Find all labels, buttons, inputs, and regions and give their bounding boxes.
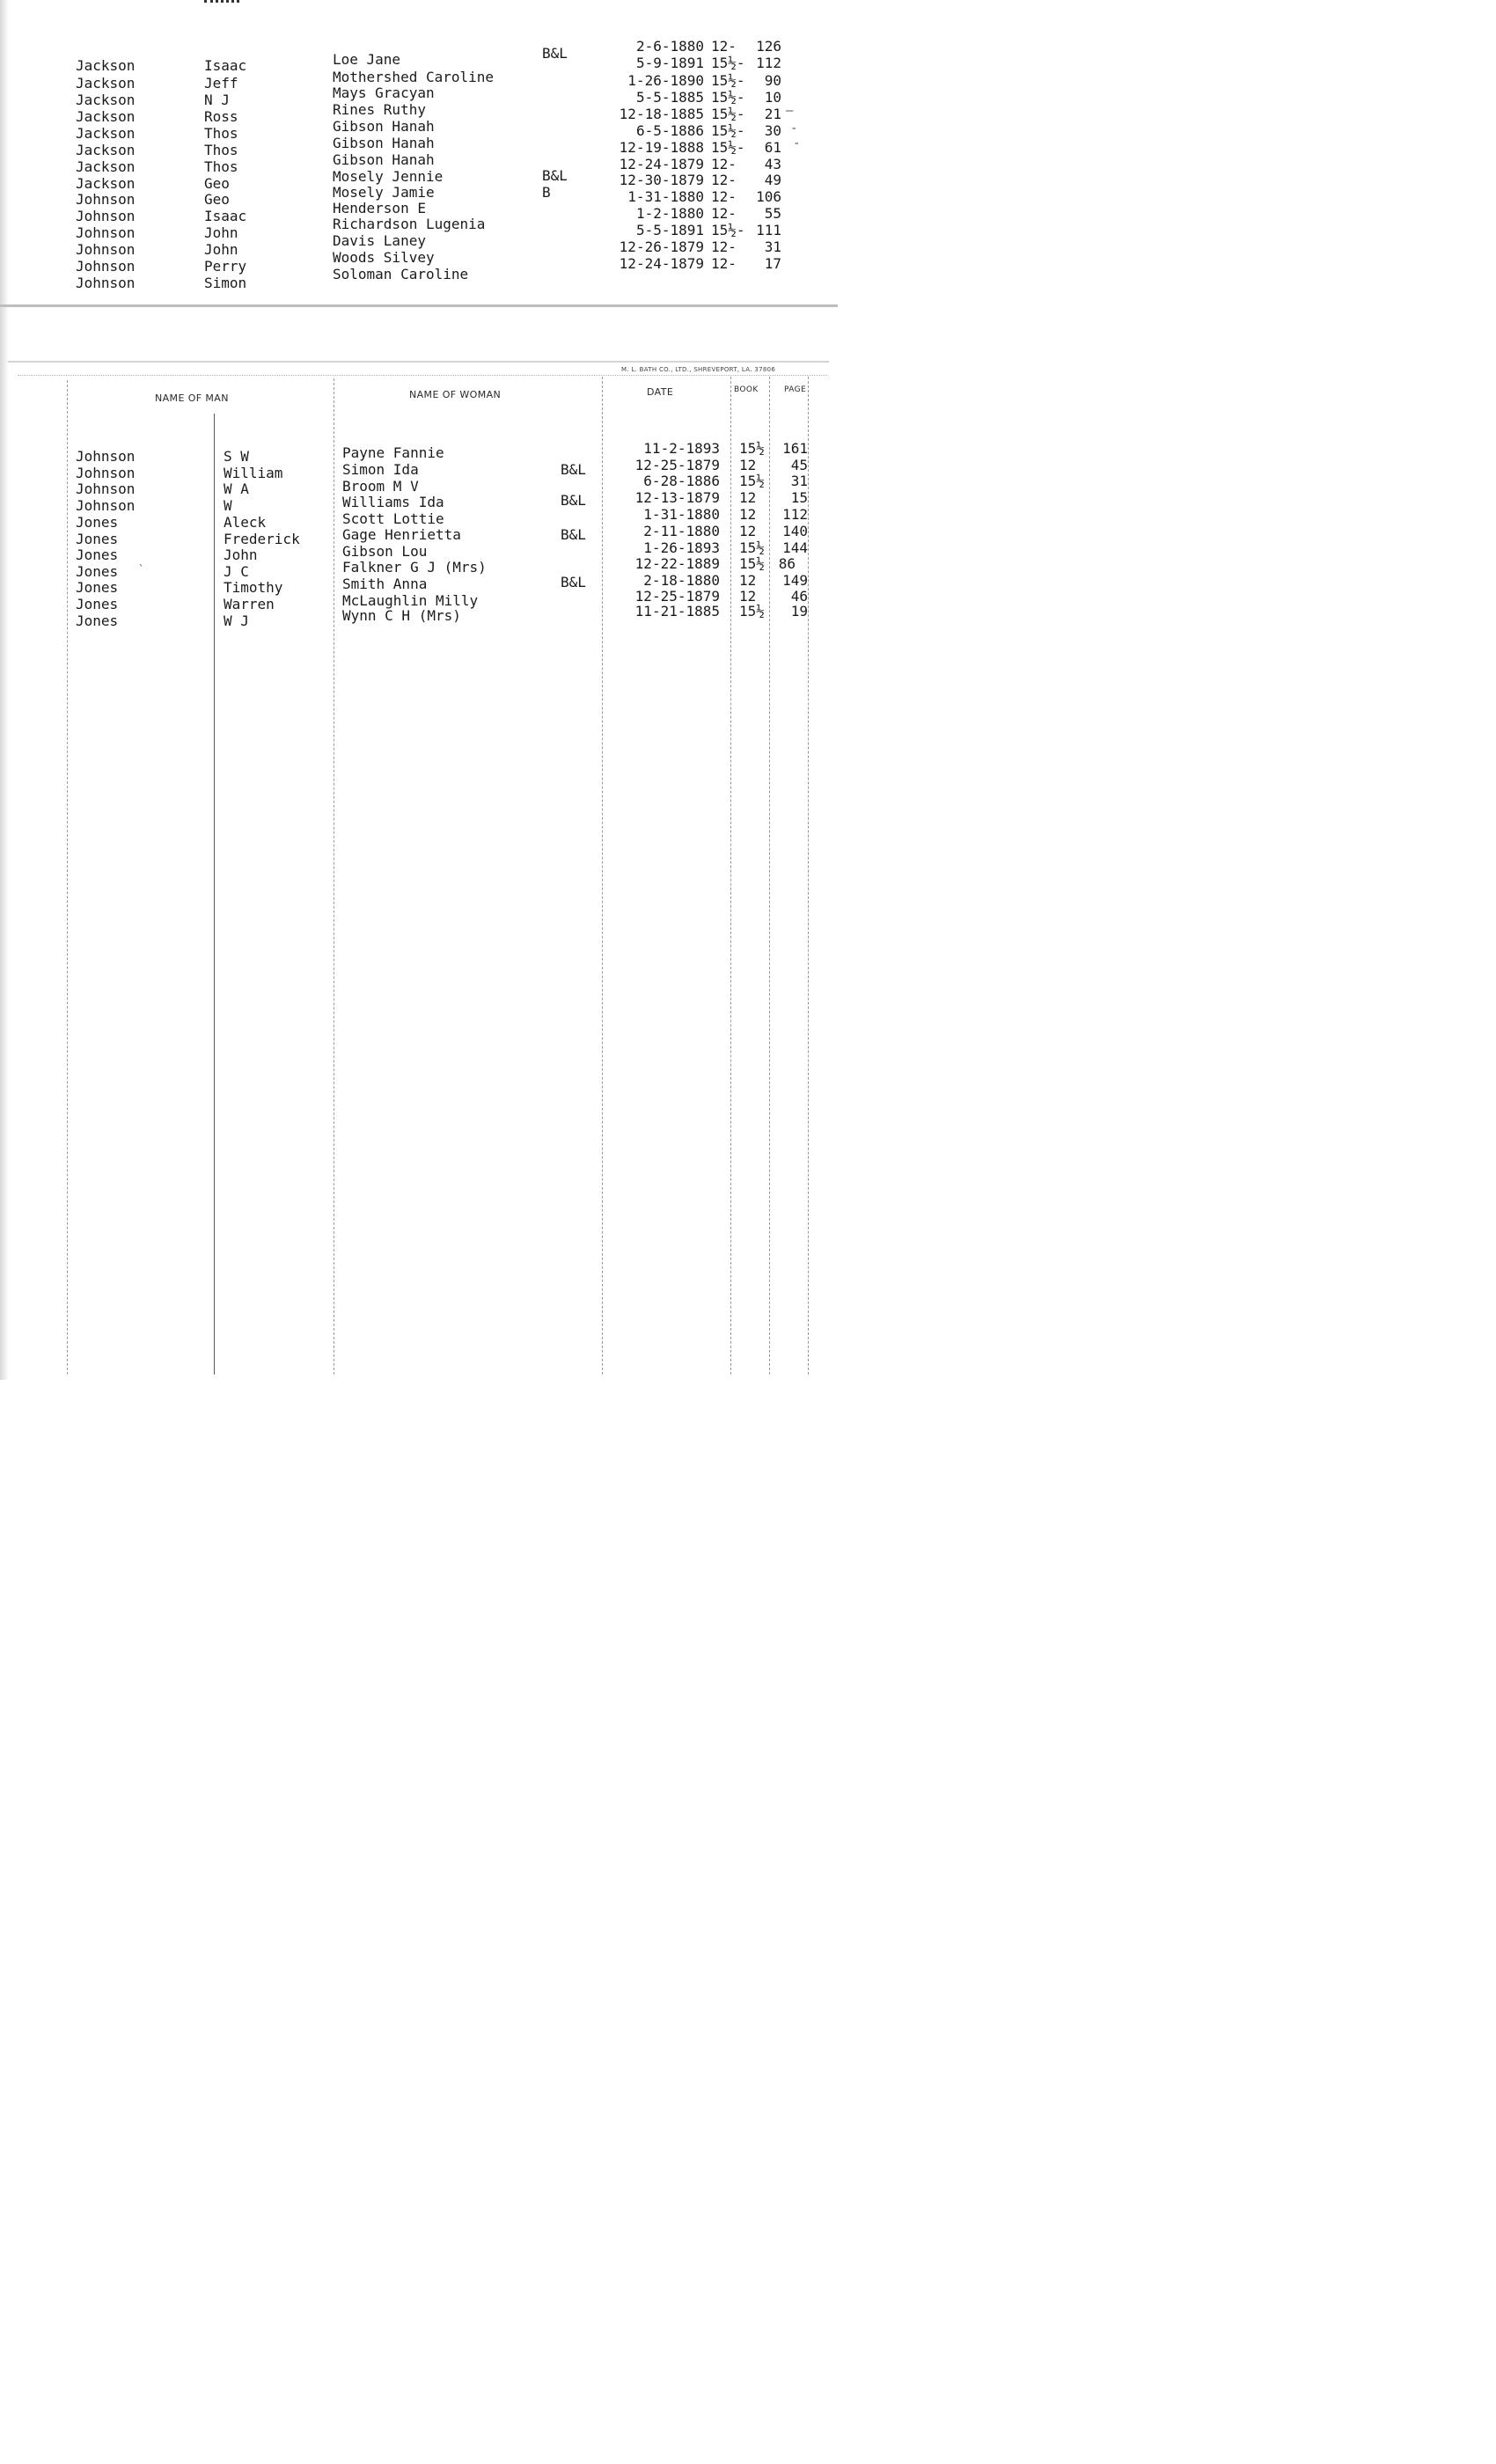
woman-name: Mosely Jennie xyxy=(333,168,444,185)
marriage-date: 12-19-1888 xyxy=(619,139,704,156)
woman-name: Broom M V xyxy=(342,478,419,495)
document-page xyxy=(0,0,838,1380)
book-number: 12 xyxy=(739,506,757,523)
man-first-name: Thos xyxy=(204,125,238,142)
book-number: 12 xyxy=(739,523,757,539)
woman-name: Payne Fannie xyxy=(342,444,444,461)
woman-name: Rines Ruthy xyxy=(333,101,426,118)
marriage-date: 12-22-1889 xyxy=(634,555,720,572)
marriage-date: 5-5-1885 xyxy=(635,89,704,106)
page-number: 126 xyxy=(756,38,781,55)
marriage-date: 1-31-1880 xyxy=(627,188,704,205)
page-number: 46 xyxy=(790,588,808,605)
man-last-name: Johnson xyxy=(76,480,136,497)
page-number: 31 xyxy=(764,238,781,255)
book-number: 12- xyxy=(711,172,737,188)
woman-name: Mosely Jamie xyxy=(333,184,435,201)
man-first-name: Thos xyxy=(204,158,238,175)
man-last-name: Jackson xyxy=(76,108,136,125)
record-code: B xyxy=(542,184,551,201)
woman-name: Smith Anna xyxy=(342,576,428,592)
man-first-name: William xyxy=(224,465,283,481)
marriage-date: 12-18-1885 xyxy=(619,106,704,122)
page-number: 90 xyxy=(764,72,781,89)
man-last-name: Johnson xyxy=(76,258,136,275)
marriage-date: 1-31-1880 xyxy=(643,506,720,523)
marriage-date: 12-25-1879 xyxy=(634,457,720,473)
book-number: 12- xyxy=(711,38,737,55)
man-last-name: Jackson xyxy=(76,57,136,74)
man-first-name: Jeff xyxy=(204,75,238,92)
man-last-name: Jackson xyxy=(76,175,136,192)
woman-name: Davis Laney xyxy=(333,232,426,249)
tick-mark: - xyxy=(790,121,798,136)
marriage-date: 6-28-1886 xyxy=(643,473,720,489)
record-code: B&L xyxy=(561,574,586,590)
page-number: 112 xyxy=(782,506,808,523)
man-last-name: Jackson xyxy=(76,92,136,108)
page-number: 45 xyxy=(790,457,808,473)
printer-imprint: M. L. BATH CO., LTD., SHREVEPORT, LA. 37806 xyxy=(621,366,776,373)
marriage-date: 1-26-1893 xyxy=(643,539,720,556)
form-top-edge xyxy=(8,361,829,363)
marriage-date: 12-30-1879 xyxy=(619,172,704,188)
man-first-name: Thos xyxy=(204,142,238,158)
page-number: 31 xyxy=(790,473,808,489)
man-last-name: Jackson xyxy=(76,158,136,175)
woman-name: Gibson Hanah xyxy=(333,118,435,135)
man-first-name: John xyxy=(204,224,238,241)
book-number: 15½ xyxy=(739,473,765,489)
book-number: 12- xyxy=(711,156,737,172)
book-number: 15½- xyxy=(711,55,745,71)
book-number: 15½- xyxy=(711,72,745,89)
woman-name: Gage Henrietta xyxy=(342,526,461,543)
page-number: 55 xyxy=(764,205,781,222)
woman-name: Simon Ida xyxy=(342,461,419,478)
man-first-name: W A xyxy=(224,480,249,497)
marriage-date: 2-11-1880 xyxy=(643,523,720,539)
marriage-date: 11-2-1893 xyxy=(643,440,720,457)
page-number: 111 xyxy=(756,222,781,238)
header-date: DATE xyxy=(647,386,674,398)
tick-mark: — xyxy=(786,104,794,118)
woman-name: Williams Ida xyxy=(342,494,444,510)
marriage-date: 5-5-1891 xyxy=(635,222,704,238)
marriage-date: 2-18-1880 xyxy=(643,572,720,589)
marriage-date: 6-5-1886 xyxy=(635,122,704,139)
cropped-text-fragment xyxy=(204,0,239,7)
page-number: 21 xyxy=(764,106,781,122)
marriage-date: 5-9-1891 xyxy=(635,55,704,71)
man-first-name: John xyxy=(224,546,258,563)
man-last-name: Jones xyxy=(76,546,119,563)
book-number: 15½ xyxy=(739,539,765,556)
woman-name: Gibson Hanah xyxy=(333,135,435,151)
man-last-name: Johnson xyxy=(76,448,136,465)
marriage-date: 2-6-1880 xyxy=(635,38,704,55)
woman-name: Soloman Caroline xyxy=(333,266,469,282)
page-number: 15 xyxy=(790,489,808,506)
page-number: 49 xyxy=(764,172,781,188)
man-first-name: S W xyxy=(224,448,249,465)
woman-name: Gibson Lou xyxy=(342,543,428,560)
tick-mark: - xyxy=(793,136,801,150)
page-number: 112 xyxy=(756,55,781,71)
man-first-name: J C xyxy=(224,563,249,580)
record-code: B&L xyxy=(542,45,568,62)
book-number: 12 xyxy=(739,572,757,589)
man-first-name: Frederick xyxy=(224,531,300,547)
woman-name: Woods Silvey xyxy=(333,249,435,266)
page-number: 30 xyxy=(764,122,781,139)
page-number: 161 xyxy=(782,440,808,457)
page-number: 61 xyxy=(764,139,781,156)
header-book: BOOK xyxy=(734,385,759,394)
woman-name: Gibson Hanah xyxy=(333,151,435,168)
woman-name: Richardson Lugenia xyxy=(333,216,486,232)
page-fold-divider xyxy=(0,304,838,307)
man-first-name: Ross xyxy=(204,108,238,125)
page-number: 149 xyxy=(782,572,808,589)
man-last-name: Jackson xyxy=(76,75,136,92)
header-name-of-woman: NAME OF WOMAN xyxy=(409,389,502,400)
page-number: 86 xyxy=(778,555,796,572)
book-number: 15½ xyxy=(739,555,765,572)
page-number: 17 xyxy=(764,255,781,272)
book-number: 12- xyxy=(711,205,737,222)
man-last-name: Jackson xyxy=(76,125,136,142)
man-last-name: Jones xyxy=(76,612,119,629)
man-first-name: Aleck xyxy=(224,514,267,531)
page-number: 19 xyxy=(790,603,808,620)
man-last-name: Jones xyxy=(76,596,119,612)
record-code: B&L xyxy=(561,492,586,509)
man-last-name: Jones xyxy=(76,579,119,596)
book-number: 12- xyxy=(711,255,737,272)
man-first-name: W xyxy=(224,497,232,514)
woman-name: Mothershed Caroline xyxy=(333,69,495,85)
man-first-name: N J xyxy=(204,92,230,108)
man-last-name: Johnson xyxy=(76,224,136,241)
book-number: 15½- xyxy=(711,122,745,139)
man-first-name: John xyxy=(204,241,238,258)
header-rule xyxy=(18,375,827,376)
book-number: 15½- xyxy=(711,106,745,122)
record-code: B&L xyxy=(561,461,586,478)
marriage-date: 12-24-1879 xyxy=(619,156,704,172)
header-page: PAGE xyxy=(784,385,807,394)
marriage-date: 12-25-1879 xyxy=(634,588,720,605)
page-number: 106 xyxy=(756,188,781,205)
man-last-name: Johnson xyxy=(76,275,136,291)
book-number: 12- xyxy=(711,238,737,255)
man-last-name: Johnson xyxy=(76,497,136,514)
man-first-name: Geo xyxy=(204,175,230,192)
page-number: 43 xyxy=(764,156,781,172)
woman-name: Mays Gracyan xyxy=(333,84,435,101)
man-last-name: Johnson xyxy=(76,191,136,208)
woman-name: Loe Jane xyxy=(333,51,401,68)
man-last-name: Jones xyxy=(76,514,119,531)
man-first-name: Perry xyxy=(204,258,247,275)
marriage-date: 12-13-1879 xyxy=(634,489,720,506)
woman-name: Wynn C H (Mrs) xyxy=(342,607,461,624)
stray-mark: ` xyxy=(138,563,145,576)
man-first-name: Geo xyxy=(204,191,230,208)
marriage-date: 1-26-1890 xyxy=(627,72,704,89)
man-first-name: Timothy xyxy=(224,579,283,596)
book-number: 15½- xyxy=(711,222,745,238)
page-number: 144 xyxy=(782,539,808,556)
book-number: 12- xyxy=(711,188,737,205)
man-last-name: Johnson xyxy=(76,241,136,258)
page-number: 10 xyxy=(764,89,781,106)
man-first-name: Isaac xyxy=(204,208,247,224)
book-number: 12 xyxy=(739,457,757,473)
man-last-name: Johnson xyxy=(76,465,136,481)
page-number: 140 xyxy=(782,523,808,539)
record-code: B&L xyxy=(542,167,568,184)
marriage-date: 11-21-1885 xyxy=(634,603,720,620)
woman-name: Scott Lottie xyxy=(342,510,444,527)
marriage-date: 12-24-1879 xyxy=(619,255,704,272)
book-number: 12 xyxy=(739,588,757,605)
book-number: 12 xyxy=(739,489,757,506)
header-name-of-man: NAME OF MAN xyxy=(155,392,229,404)
book-number: 15½ xyxy=(739,603,765,620)
record-code: B&L xyxy=(561,526,586,543)
woman-name: Henderson E xyxy=(333,200,426,216)
book-number: 15½ xyxy=(739,440,765,457)
marriage-date: 1-2-1880 xyxy=(635,205,704,222)
man-first-name: Simon xyxy=(204,275,247,291)
woman-name: McLaughlin Milly xyxy=(342,592,479,609)
man-first-name: Warren xyxy=(224,596,275,612)
man-first-name: W J xyxy=(224,612,249,629)
book-number: 15½- xyxy=(711,89,745,106)
woman-name: Falkner G J (Mrs) xyxy=(342,559,487,576)
marriage-date: 12-26-1879 xyxy=(619,238,704,255)
man-last-name: Jackson xyxy=(76,142,136,158)
man-last-name: Johnson xyxy=(76,208,136,224)
man-last-name: Jones xyxy=(76,563,119,580)
man-first-name: Isaac xyxy=(204,57,247,74)
man-last-name: Jones xyxy=(76,531,119,547)
book-number: 15½- xyxy=(711,139,745,156)
